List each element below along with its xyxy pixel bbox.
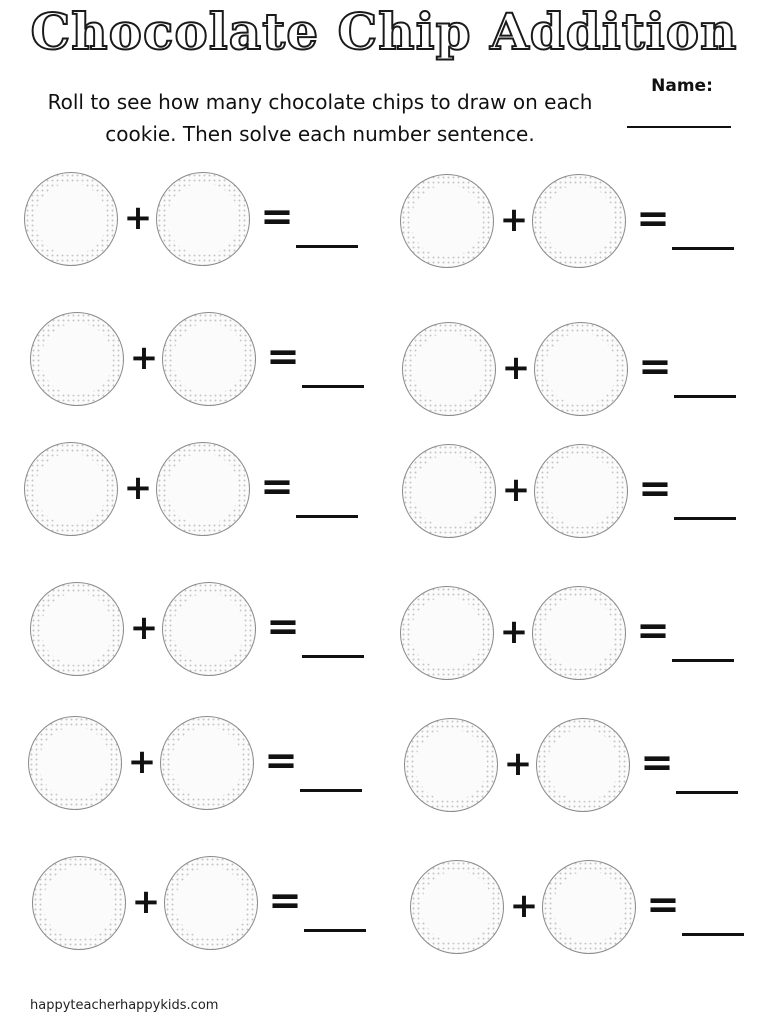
cookie-circle-first-addend[interactable]	[402, 444, 496, 538]
cookie-circle-first-addend[interactable]	[400, 174, 494, 268]
plus-sign: +	[129, 338, 159, 378]
addition-problem	[24, 442, 364, 552]
cookie-circle-first-addend[interactable]	[24, 442, 118, 536]
addition-problem	[400, 586, 740, 696]
name-blank-line[interactable]	[627, 126, 731, 128]
cookie-circle-first-addend[interactable]	[402, 322, 496, 416]
answer-blank-line[interactable]	[304, 929, 366, 932]
addition-problem	[404, 718, 744, 828]
addition-problem	[24, 172, 364, 282]
answer-blank-line[interactable]	[682, 933, 744, 936]
equals-sign: =	[264, 738, 298, 784]
addition-problem	[402, 444, 742, 554]
plus-sign: +	[501, 348, 531, 388]
plus-sign: +	[131, 882, 161, 922]
addition-problem	[410, 860, 750, 970]
equals-sign: =	[260, 194, 294, 240]
addition-problem	[28, 716, 368, 826]
equals-sign: =	[636, 196, 670, 242]
plus-sign: +	[503, 744, 533, 784]
plus-sign: +	[509, 886, 539, 926]
answer-blank-line[interactable]	[672, 247, 734, 250]
cookie-circle-first-addend[interactable]	[28, 716, 122, 810]
plus-sign: +	[499, 612, 529, 652]
addition-problem	[30, 312, 370, 422]
cookie-circle-first-addend[interactable]	[404, 718, 498, 812]
cookie-circle-second-addend[interactable]	[534, 444, 628, 538]
equals-sign: =	[638, 344, 672, 390]
answer-blank-line[interactable]	[676, 791, 738, 794]
equals-sign: =	[260, 464, 294, 510]
answer-blank-line[interactable]	[300, 789, 362, 792]
plus-sign: +	[499, 200, 529, 240]
cookie-circle-second-addend[interactable]	[162, 312, 256, 406]
answer-blank-line[interactable]	[672, 659, 734, 662]
answer-blank-line[interactable]	[674, 395, 736, 398]
equals-sign: =	[640, 740, 674, 786]
equals-sign: =	[268, 878, 302, 924]
cookie-circle-second-addend[interactable]	[542, 860, 636, 954]
equals-sign: =	[636, 608, 670, 654]
equals-sign: =	[266, 604, 300, 650]
cookie-circle-first-addend[interactable]	[30, 312, 124, 406]
cookie-circle-second-addend[interactable]	[536, 718, 630, 812]
plus-sign: +	[127, 742, 157, 782]
plus-sign: +	[501, 470, 531, 510]
cookie-circle-first-addend[interactable]	[24, 172, 118, 266]
instructions-text: Roll to see how many chocolate chips to draw on each cookie. Then solve each number sentence.	[47, 90, 593, 146]
plus-sign: +	[129, 608, 159, 648]
cookie-circle-second-addend[interactable]	[160, 716, 254, 810]
answer-blank-line[interactable]	[302, 655, 364, 658]
cookie-circle-second-addend[interactable]	[532, 174, 626, 268]
name-label: Name:	[651, 76, 713, 96]
answer-blank-line[interactable]	[296, 515, 358, 518]
equals-sign: =	[266, 334, 300, 380]
cookie-circle-second-addend[interactable]	[164, 856, 258, 950]
cookie-circle-second-addend[interactable]	[156, 442, 250, 536]
cookie-circle-second-addend[interactable]	[532, 586, 626, 680]
worksheet-title: Chocolate Chip Addition	[30, 2, 738, 61]
plus-sign: +	[123, 198, 153, 238]
cookie-circle-first-addend[interactable]	[400, 586, 494, 680]
plus-sign: +	[123, 468, 153, 508]
cookie-circle-second-addend[interactable]	[162, 582, 256, 676]
equals-sign: =	[646, 882, 680, 928]
footer-website: happyteacherhappykids.com	[30, 998, 219, 1013]
answer-blank-line[interactable]	[296, 245, 358, 248]
addition-problem	[400, 174, 740, 284]
answer-blank-line[interactable]	[302, 385, 364, 388]
cookie-circle-first-addend[interactable]	[30, 582, 124, 676]
equals-sign: =	[638, 466, 672, 512]
addition-problem	[32, 856, 372, 966]
cookie-circle-first-addend[interactable]	[32, 856, 126, 950]
cookie-circle-first-addend[interactable]	[410, 860, 504, 954]
addition-problem	[30, 582, 370, 692]
answer-blank-line[interactable]	[674, 517, 736, 520]
addition-problem	[402, 322, 742, 432]
cookie-circle-second-addend[interactable]	[156, 172, 250, 266]
cookie-circle-second-addend[interactable]	[534, 322, 628, 416]
